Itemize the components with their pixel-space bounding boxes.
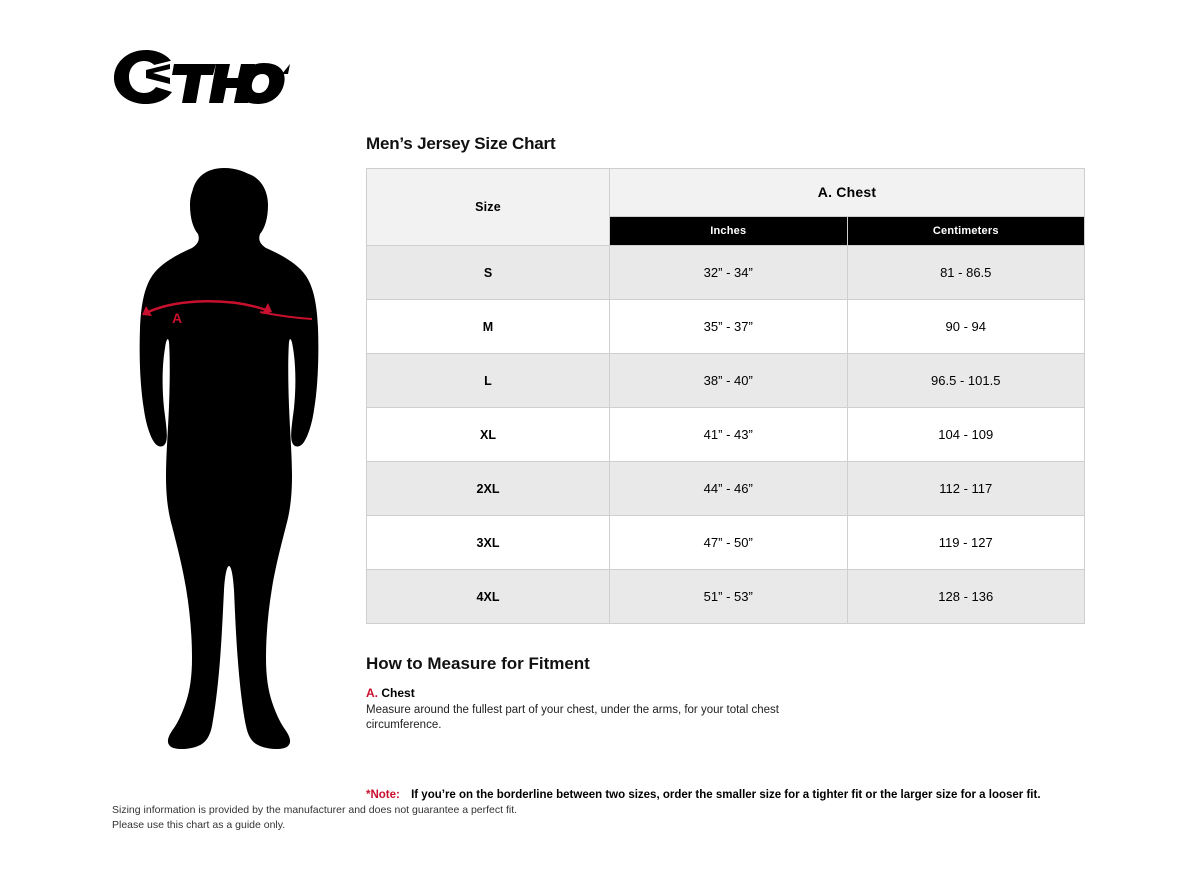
cell-size: 2XL [367,462,610,516]
male-body-silhouette-icon [110,160,340,760]
table-row [367,408,1085,462]
table-body [367,246,1085,624]
header-measurement: A. Chest [610,169,1085,217]
header-centimeters: Centimeters [847,216,1085,245]
cell-inches: 47” - 50” [610,516,848,570]
size-chart-table [366,168,1085,624]
table-row [367,354,1085,408]
cell-centimeters: 119 - 127 [847,516,1085,570]
brand-logo [112,48,292,106]
table-header-row-1 [367,169,1085,217]
cell-size: 4XL [367,570,610,624]
cell-centimeters: 112 - 117 [847,462,1085,516]
cell-centimeters: 104 - 109 [847,408,1085,462]
header-inches: Inches [610,216,848,245]
measure-item-name: Chest [381,686,415,700]
table-row [367,246,1085,300]
header-size: Size [367,169,610,246]
cell-size: 3XL [367,516,610,570]
measure-item-letter: A. [366,686,378,700]
body-silhouette-figure [110,160,340,760]
note-line [366,789,1086,801]
cell-size: XL [367,408,610,462]
cell-centimeters: 128 - 136 [847,570,1085,624]
cell-centimeters: 90 - 94 [847,300,1085,354]
table-header [367,169,1085,246]
measure-item-description: Measure around the fullest part of your chest, under the arms, for your total chest circumference. [366,704,779,731]
page-title: Men’s Jersey Size Chart [366,134,556,153]
footer-line-1: Sizing information is provided by the manufacturer and does not guarantee a perfect fit. [112,804,518,816]
cell-inches: 51” - 53” [610,570,848,624]
cell-centimeters: 96.5 - 101.5 [847,354,1085,408]
cell-size: L [367,354,610,408]
chest-annotation-letter: A [172,310,183,326]
measure-item-label [366,686,1086,700]
note-prefix: *Note: [366,789,400,801]
cell-size: M [367,300,610,354]
cell-centimeters: 81 - 86.5 [847,246,1085,300]
cell-size: S [367,246,610,300]
content-column [366,134,1086,801]
table-row [367,516,1085,570]
chest-measure-arrow [140,290,340,350]
cell-inches: 35” - 37” [610,300,848,354]
cell-inches: 44” - 46” [610,462,848,516]
thor-helmet-logo-icon [112,48,292,106]
cell-inches: 32” - 34” [610,246,848,300]
chest-arrow-icon [140,290,340,350]
table-row [367,462,1085,516]
cell-inches: 38” - 40” [610,354,848,408]
table-row [367,570,1085,624]
note-text: If you’re on the borderline between two sizes, order the smaller size for a tighter fit or the larger size for a looser fit. [411,789,1041,801]
cell-inches: 41” - 43” [610,408,848,462]
how-to-measure-title: How to Measure for Fitment [366,654,590,673]
footer-line-2: Please use this chart as a guide only. [112,819,286,831]
table-row [367,300,1085,354]
footer-disclaimer [112,803,517,833]
